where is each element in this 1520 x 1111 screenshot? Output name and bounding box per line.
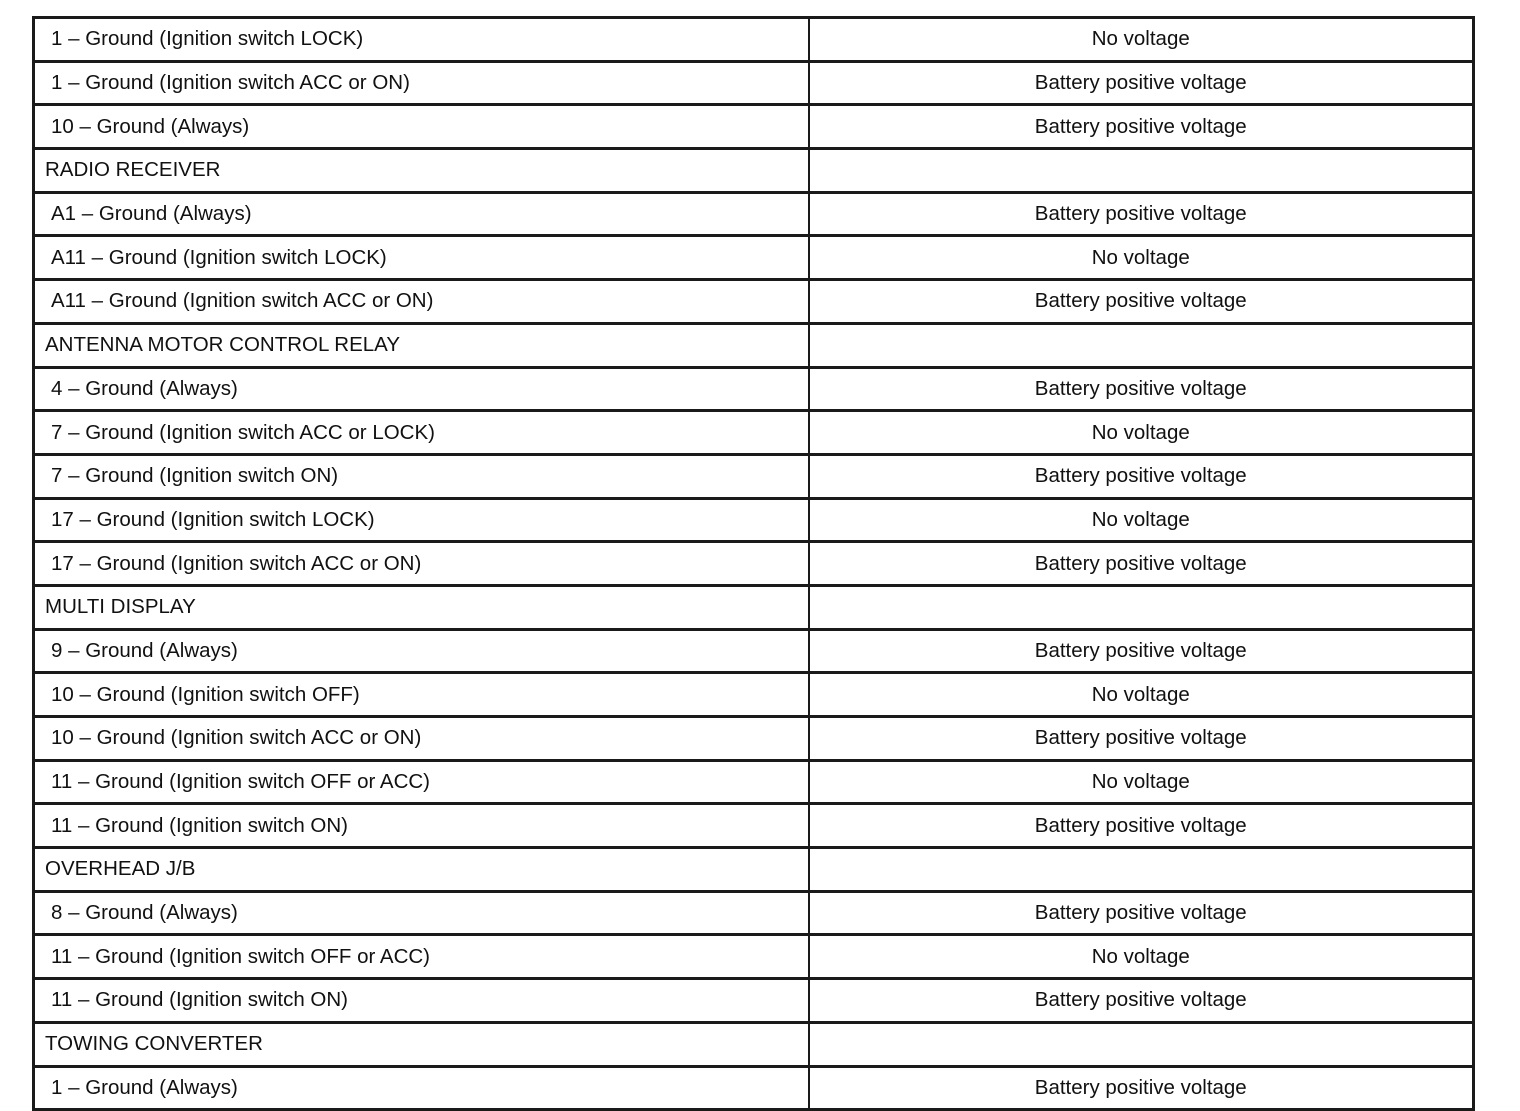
terminal-condition-cell: 10 – Ground (Ignition switch OFF)	[34, 673, 809, 717]
terminal-condition-cell: 10 – Ground (Ignition switch ACC or ON)	[34, 717, 809, 761]
specified-value-cell: Battery positive voltage	[809, 105, 1474, 149]
table-row	[34, 454, 1474, 498]
table-row	[34, 891, 1474, 935]
section-title: TOWING CONVERTER	[34, 1022, 809, 1066]
table-row	[34, 979, 1474, 1023]
table-body	[34, 18, 1474, 1110]
terminal-condition-cell: 10 – Ground (Always)	[34, 105, 809, 149]
section-header-row	[34, 1022, 1474, 1066]
specified-value-cell: Battery positive voltage	[809, 979, 1474, 1023]
specified-value-cell: Battery positive voltage	[809, 280, 1474, 324]
specified-value-cell	[809, 149, 1474, 193]
terminal-condition-cell: 1 – Ground (Ignition switch LOCK)	[34, 18, 809, 62]
table-row	[34, 804, 1474, 848]
specified-value-cell: No voltage	[809, 673, 1474, 717]
table-row	[34, 105, 1474, 149]
section-header-row	[34, 848, 1474, 892]
table-row	[34, 673, 1474, 717]
section-title: ANTENNA MOTOR CONTROL RELAY	[34, 323, 809, 367]
terminal-condition-cell: 11 – Ground (Ignition switch OFF or ACC)	[34, 935, 809, 979]
terminal-condition-cell: 1 – Ground (Always)	[34, 1066, 809, 1110]
specified-value-cell: Battery positive voltage	[809, 717, 1474, 761]
terminal-condition-cell: 11 – Ground (Ignition switch OFF or ACC)	[34, 760, 809, 804]
terminal-condition-cell: A11 – Ground (Ignition switch LOCK)	[34, 236, 809, 280]
terminal-condition-cell: A1 – Ground (Always)	[34, 192, 809, 236]
section-title: MULTI DISPLAY	[34, 585, 809, 629]
table-row	[34, 629, 1474, 673]
terminal-condition-cell: A11 – Ground (Ignition switch ACC or ON)	[34, 280, 809, 324]
specified-value-cell: Battery positive voltage	[809, 1066, 1474, 1110]
voltage-table	[32, 16, 1475, 1111]
specified-value-cell	[809, 1022, 1474, 1066]
specified-value-cell: Battery positive voltage	[809, 454, 1474, 498]
table-row	[34, 18, 1474, 62]
specified-value-cell: Battery positive voltage	[809, 192, 1474, 236]
specified-value-cell: Battery positive voltage	[809, 61, 1474, 105]
terminal-condition-cell: 17 – Ground (Ignition switch LOCK)	[34, 498, 809, 542]
specified-value-cell	[809, 848, 1474, 892]
terminal-condition-cell: 8 – Ground (Always)	[34, 891, 809, 935]
table-row	[34, 192, 1474, 236]
terminal-condition-cell: 7 – Ground (Ignition switch ON)	[34, 454, 809, 498]
table-row	[34, 1066, 1474, 1110]
specified-value-cell: Battery positive voltage	[809, 804, 1474, 848]
section-header-row	[34, 323, 1474, 367]
section-title: RADIO RECEIVER	[34, 149, 809, 193]
table-row	[34, 542, 1474, 586]
table-row	[34, 760, 1474, 804]
specified-value-cell: Battery positive voltage	[809, 891, 1474, 935]
table-row	[34, 236, 1474, 280]
terminal-condition-cell: 11 – Ground (Ignition switch ON)	[34, 804, 809, 848]
terminal-condition-cell: 7 – Ground (Ignition switch ACC or LOCK)	[34, 411, 809, 455]
table-row	[34, 367, 1474, 411]
terminal-condition-cell: 9 – Ground (Always)	[34, 629, 809, 673]
table-row	[34, 935, 1474, 979]
specified-value-cell: No voltage	[809, 760, 1474, 804]
specified-value-cell: Battery positive voltage	[809, 542, 1474, 586]
table-row	[34, 498, 1474, 542]
specified-value-cell: No voltage	[809, 935, 1474, 979]
specified-value-cell: No voltage	[809, 18, 1474, 62]
specified-value-cell: No voltage	[809, 498, 1474, 542]
specified-value-cell	[809, 585, 1474, 629]
specified-value-cell	[809, 323, 1474, 367]
terminal-condition-cell: 17 – Ground (Ignition switch ACC or ON)	[34, 542, 809, 586]
section-header-row	[34, 585, 1474, 629]
specified-value-cell: No voltage	[809, 236, 1474, 280]
table-row	[34, 411, 1474, 455]
specified-value-cell: No voltage	[809, 411, 1474, 455]
section-title: OVERHEAD J/B	[34, 848, 809, 892]
terminal-condition-cell: 11 – Ground (Ignition switch ON)	[34, 979, 809, 1023]
table-row	[34, 280, 1474, 324]
table-row	[34, 61, 1474, 105]
section-header-row	[34, 149, 1474, 193]
specified-value-cell: Battery positive voltage	[809, 367, 1474, 411]
terminal-condition-cell: 4 – Ground (Always)	[34, 367, 809, 411]
terminal-condition-cell: 1 – Ground (Ignition switch ACC or ON)	[34, 61, 809, 105]
specified-value-cell: Battery positive voltage	[809, 629, 1474, 673]
table-row	[34, 717, 1474, 761]
